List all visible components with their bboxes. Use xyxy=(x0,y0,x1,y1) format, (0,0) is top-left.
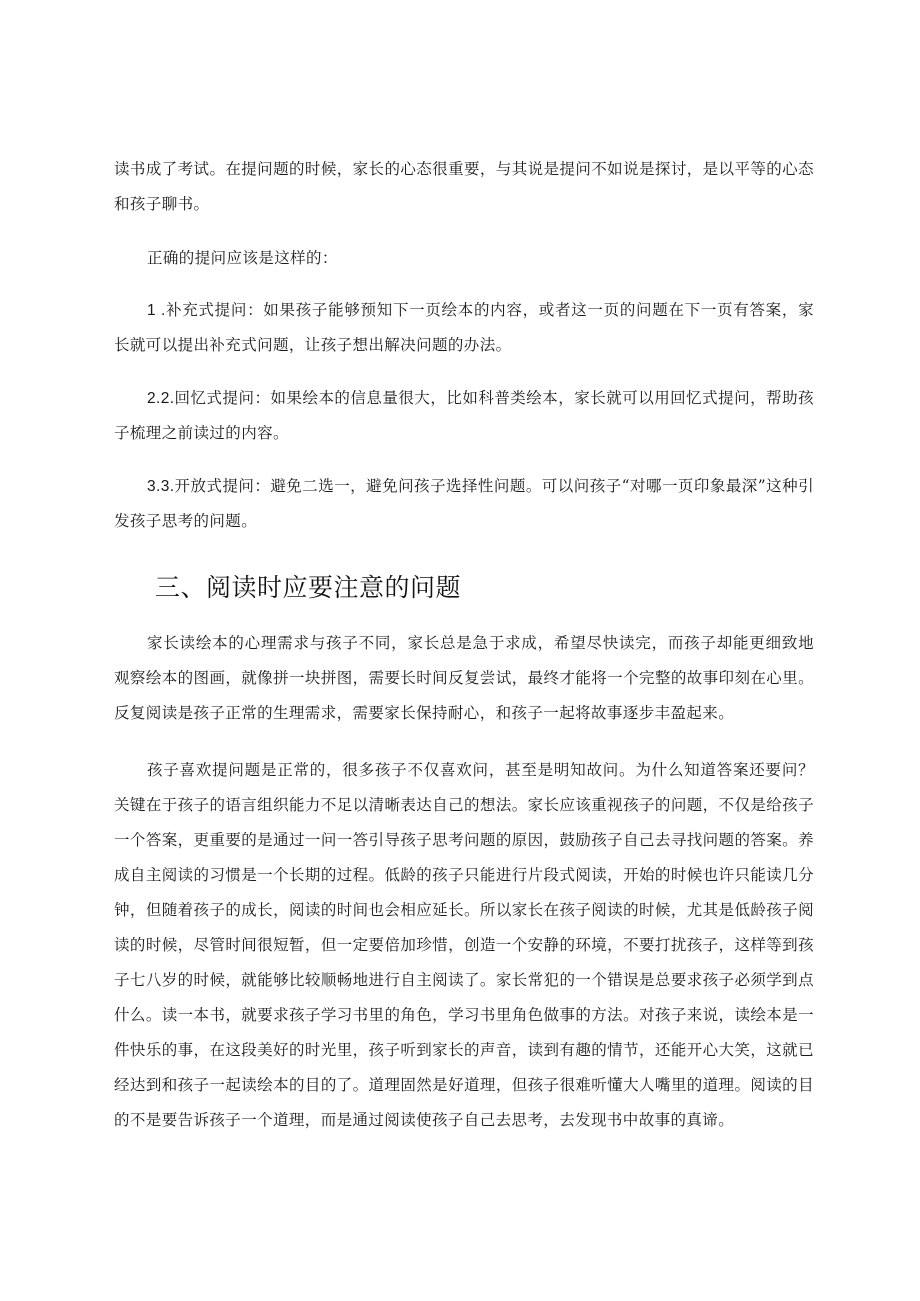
list-item-3-number: 3.3. xyxy=(147,478,175,495)
list-item-1-number: 1 . xyxy=(147,302,166,319)
paragraph-section-1: 家长读绘本的心理需求与孩子不同，家长总是急于求成，希望尽快读完，而孩子却能更细致地观察绘本的图画，就像拼一块拼图，需要长时间反复尝试，最终才能将一个完整的故事印刻在心里。反复阅读是孩子正常的生理需求，需要家长保持耐心，和孩子一起将故事逐步丰盈起来。 xyxy=(114,634,814,722)
list-item-3-text: 开放式提问：避免二选一，避免问孩子选择性问题。可以问孩子“对哪一页印象最深”这种引发孩子思考的问题。 xyxy=(114,477,814,530)
list-item-2-number: 2.2. xyxy=(147,390,175,407)
paragraph-continuation: 读书成了考试。在提问题的时候，家长的心态很重要，与其说是提问不如说是探讨，是以平等的心态和孩子聊书。 xyxy=(114,160,814,213)
list-item-2-text: 回忆式提问：如果绘本的信息量很大，比如科普类绘本，家长就可以用回忆式提问，帮助孩子梳理之前读过的内容。 xyxy=(114,389,814,442)
paragraph-intro: 正确的提问应该是这样的： xyxy=(147,249,338,267)
list-item-1-text: 补充式提问：如果孩子能够预知下一页绘本的内容，或者这一页的问题在下一页有答案，家长就可以提出补充式问题，让孩子想出解决问题的办法。 xyxy=(114,301,814,354)
list-item-3 xyxy=(114,469,814,539)
paragraph-section-2: 孩子喜欢提问题是正常的，很多孩子不仅喜欢问，甚至是明知故问。为什么知道答案还要问？关键在于孩子的语言组织能力不足以清晰表达自己的想法。家长应该重视孩子的问题，不仅是给孩子一个答案，更重要的是通过一问一答引导孩子思考问题的原因，鼓励孩子自己去寻找问题的答案。养成自主阅读的习惯是一个长期的过程。低龄的孩子只能进行片段式阅读，开始的时候也许只能读几分钟，但随着孩子的成长，阅读的时间也会相应延长。所以家长在孩子阅读的时候，尤其是低龄孩子阅读的时候，尽管时间很短暂，但一定要倍加珍惜，创造一个安静的环境，不要打扰孩子，这样等到孩子七八岁的时候，就能够比较顺畅地进行自主阅读了。家长常犯的一个错误是总要求孩子必须学到点什么。读一本书，就要求孩子学习书里的角色，学习书里角色做事的方法。对孩子来说，读绘本是一件快乐的事，在这段美好的时光里，孩子听到家长的声音，读到有趣的情节，还能开心大笑，这就已经达到和孩子一起读绘本的目的了。道理固然是好道理，但孩子很难听懂大人嘴里的道理。阅读的目的不是要告诉孩子一个道理，而是通过阅读使孩子自己去思考，去发现书中故事的真谛。 xyxy=(114,761,814,1129)
list-item-2 xyxy=(114,381,814,451)
section-heading: 三、阅读时应要注意的问题 xyxy=(155,573,462,602)
list-item-1 xyxy=(114,293,814,363)
